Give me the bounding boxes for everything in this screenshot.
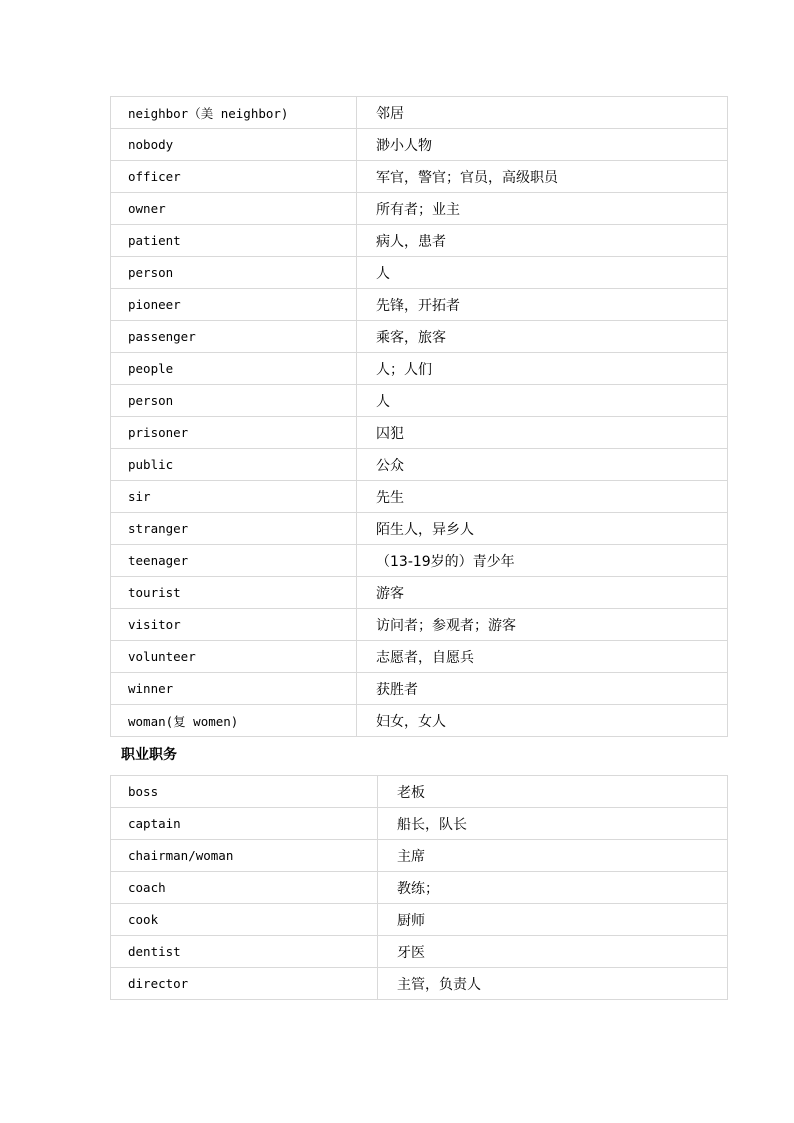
chinese-meaning: 教练；	[378, 872, 728, 904]
table-row	[111, 705, 728, 737]
table-row	[111, 968, 728, 1000]
chinese-meaning: 船长，队长	[378, 808, 728, 840]
english-word: neighbor（美 neighbor)	[111, 97, 357, 129]
table-row	[111, 641, 728, 673]
english-word: nobody	[111, 129, 357, 161]
chinese-meaning: （13-19岁的）青少年	[357, 545, 728, 577]
chinese-meaning: 先生	[357, 481, 728, 513]
chinese-meaning: 囚犯	[357, 417, 728, 449]
chinese-meaning: 公众	[357, 449, 728, 481]
english-word: chairman/woman	[111, 840, 378, 872]
table-row	[111, 289, 728, 321]
table-row	[111, 840, 728, 872]
english-word: person	[111, 257, 357, 289]
chinese-meaning: 人	[357, 257, 728, 289]
english-word: woman(复 women)	[111, 705, 357, 737]
chinese-meaning: 主席	[378, 840, 728, 872]
table-row	[111, 904, 728, 936]
table-row	[111, 776, 728, 808]
english-word: teenager	[111, 545, 357, 577]
table-row	[111, 97, 728, 129]
chinese-meaning: 访问者；参观者；游客	[357, 609, 728, 641]
table-row	[111, 129, 728, 161]
table-row	[111, 449, 728, 481]
english-word: cook	[111, 904, 378, 936]
chinese-meaning: 乘客，旅客	[357, 321, 728, 353]
english-word: patient	[111, 225, 357, 257]
table-row	[111, 673, 728, 705]
chinese-meaning: 人；人们	[357, 353, 728, 385]
english-word: captain	[111, 808, 378, 840]
english-word: pioneer	[111, 289, 357, 321]
table-row	[111, 225, 728, 257]
english-word: prisoner	[111, 417, 357, 449]
table-row	[111, 609, 728, 641]
english-word: boss	[111, 776, 378, 808]
chinese-meaning: 先锋，开拓者	[357, 289, 728, 321]
english-word: passenger	[111, 321, 357, 353]
english-word: officer	[111, 161, 357, 193]
vocabulary-table-occupations	[110, 775, 728, 1000]
chinese-meaning: 妇女，女人	[357, 705, 728, 737]
chinese-meaning: 病人，患者	[357, 225, 728, 257]
chinese-meaning: 牙医	[378, 936, 728, 968]
table-row	[111, 353, 728, 385]
english-word: dentist	[111, 936, 378, 968]
english-word: director	[111, 968, 378, 1000]
chinese-meaning: 渺小人物	[357, 129, 728, 161]
table-row	[111, 936, 728, 968]
chinese-meaning: 人	[357, 385, 728, 417]
chinese-meaning: 军官，警官；官员，高级职员	[357, 161, 728, 193]
chinese-meaning: 老板	[378, 776, 728, 808]
chinese-meaning: 游客	[357, 577, 728, 609]
table-row	[111, 257, 728, 289]
chinese-meaning: 主管，负责人	[378, 968, 728, 1000]
table-row	[111, 161, 728, 193]
table-row	[111, 321, 728, 353]
english-word: owner	[111, 193, 357, 225]
english-word: volunteer	[111, 641, 357, 673]
english-word: public	[111, 449, 357, 481]
english-word: people	[111, 353, 357, 385]
english-word: person	[111, 385, 357, 417]
table-row	[111, 545, 728, 577]
english-word: stranger	[111, 513, 357, 545]
english-word: winner	[111, 673, 357, 705]
english-word: tourist	[111, 577, 357, 609]
english-word: sir	[111, 481, 357, 513]
vocabulary-table-people	[110, 96, 728, 737]
table-row	[111, 808, 728, 840]
table-row	[111, 385, 728, 417]
english-word: visitor	[111, 609, 357, 641]
chinese-meaning: 所有者；业主	[357, 193, 728, 225]
table-row	[111, 417, 728, 449]
chinese-meaning: 获胜者	[357, 673, 728, 705]
chinese-meaning: 邻居	[357, 97, 728, 129]
chinese-meaning: 陌生人，异乡人	[357, 513, 728, 545]
english-word: coach	[111, 872, 378, 904]
table-row	[111, 513, 728, 545]
chinese-meaning: 厨师	[378, 904, 728, 936]
table-row	[111, 577, 728, 609]
chinese-meaning: 志愿者，自愿兵	[357, 641, 728, 673]
table-row	[111, 872, 728, 904]
table-row	[111, 193, 728, 225]
table-row	[111, 481, 728, 513]
section-heading-occupations: 职业职务	[121, 747, 177, 763]
